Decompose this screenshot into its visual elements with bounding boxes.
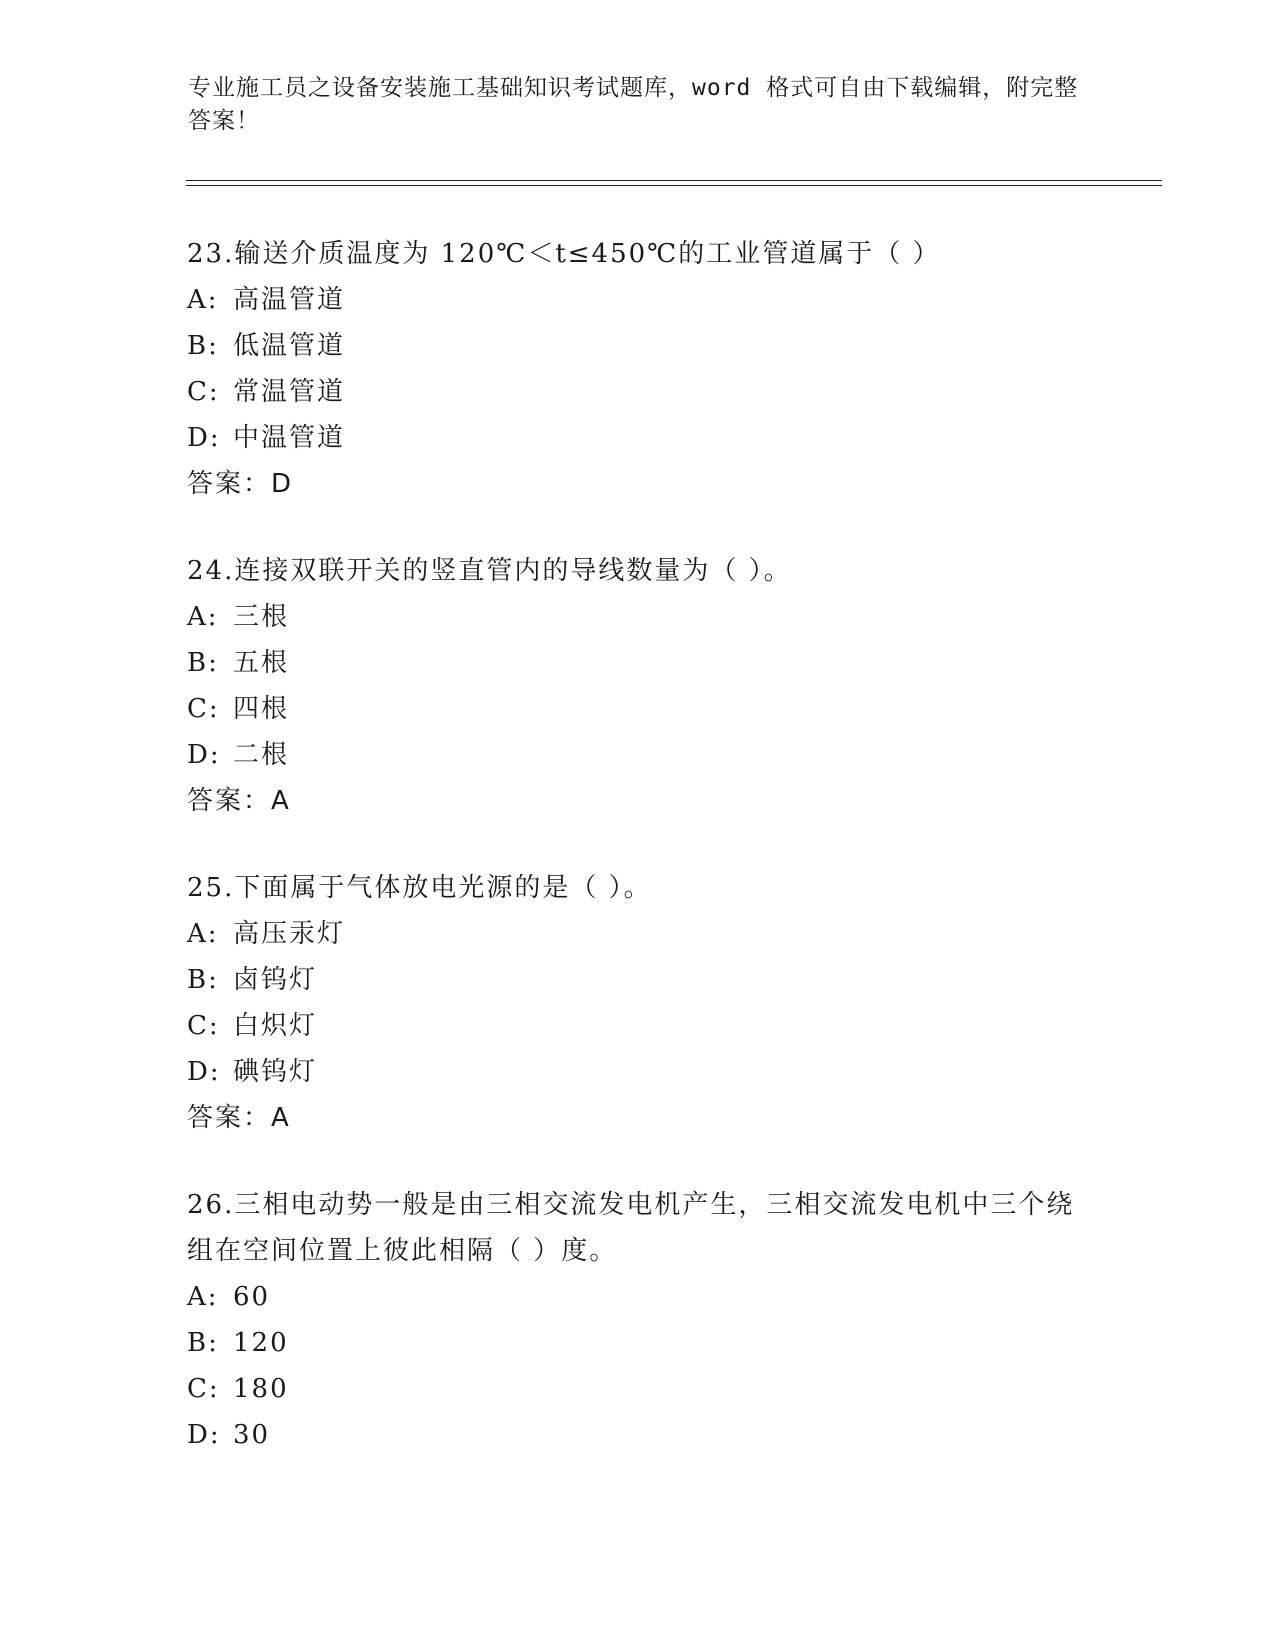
option-key: A: bbox=[187, 285, 219, 315]
option-a bbox=[187, 911, 1087, 957]
option-text: 中温管道 bbox=[233, 423, 346, 453]
option-text: 二根 bbox=[233, 740, 290, 770]
option-key: C: bbox=[187, 694, 220, 724]
option-key: B: bbox=[187, 648, 219, 678]
option-text: 三根 bbox=[233, 602, 290, 632]
question-stem: 23.输送介质温度为 120℃＜t≤450℃的工业管道属于（ ） bbox=[187, 239, 941, 269]
option-c bbox=[187, 1003, 1087, 1049]
question-26 bbox=[187, 1182, 1087, 1458]
option-key: C: bbox=[187, 1374, 220, 1404]
option-text: 碘钨灯 bbox=[233, 1057, 318, 1087]
option-text: 五根 bbox=[233, 648, 290, 678]
option-key: A: bbox=[187, 602, 219, 632]
option-text: 60 bbox=[233, 1282, 271, 1312]
option-text: 常温管道 bbox=[233, 377, 346, 407]
question-stem: 24.连接双联开关的竖直管内的导线数量为（ ）。 bbox=[187, 556, 792, 586]
option-text: 30 bbox=[233, 1420, 271, 1450]
option-text: 卤钨灯 bbox=[233, 965, 318, 995]
option-key: C: bbox=[187, 377, 220, 407]
option-text: 白炽灯 bbox=[233, 1011, 318, 1041]
option-d bbox=[187, 415, 1087, 461]
option-d bbox=[187, 1049, 1087, 1095]
option-b bbox=[187, 323, 1087, 369]
option-a bbox=[187, 277, 1087, 323]
option-text: 低温管道 bbox=[233, 331, 346, 361]
option-key: A: bbox=[187, 1282, 219, 1312]
answer-line: 答案：A bbox=[187, 786, 291, 816]
question-25 bbox=[187, 865, 1087, 1141]
option-text: 四根 bbox=[233, 694, 290, 724]
option-key: B: bbox=[187, 1328, 219, 1358]
option-text: 180 bbox=[233, 1374, 289, 1404]
header-divider-bottom bbox=[186, 185, 1162, 186]
question-23 bbox=[187, 231, 1087, 507]
header-divider-top bbox=[186, 180, 1162, 181]
option-key: A: bbox=[187, 919, 219, 949]
option-c bbox=[187, 686, 1087, 732]
option-b bbox=[187, 1320, 1087, 1366]
option-a bbox=[187, 594, 1087, 640]
option-text: 高温管道 bbox=[233, 285, 346, 315]
option-key: B: bbox=[187, 331, 219, 361]
answer-line: 答案：A bbox=[187, 1103, 291, 1133]
option-key: D: bbox=[187, 423, 221, 453]
option-b bbox=[187, 957, 1087, 1003]
option-c bbox=[187, 1366, 1087, 1412]
option-c bbox=[187, 369, 1087, 415]
option-key: B: bbox=[187, 965, 219, 995]
option-b bbox=[187, 640, 1087, 686]
option-key: D: bbox=[187, 1420, 221, 1450]
option-d bbox=[187, 1412, 1087, 1458]
option-text: 120 bbox=[233, 1328, 289, 1358]
question-24 bbox=[187, 548, 1087, 824]
option-a bbox=[187, 1274, 1087, 1320]
option-text: 高压汞灯 bbox=[233, 919, 346, 949]
option-d bbox=[187, 732, 1087, 778]
option-key: C: bbox=[187, 1011, 220, 1041]
document-intro: 专业施工员之设备安装施工基础知识考试题库，word 格式可自由下载编辑，附完整答案！ bbox=[188, 75, 1079, 134]
option-key: D: bbox=[187, 740, 221, 770]
option-key: D: bbox=[187, 1057, 221, 1087]
question-stem: 25.下面属于气体放电光源的是（ ）。 bbox=[187, 873, 652, 903]
answer-line: 答案：D bbox=[187, 469, 294, 499]
question-stem: 26.三相电动势一般是由三相交流发电机产生，三相交流发电机中三个绕组在空间位置上彼此相隔（ ）度。 bbox=[187, 1190, 1075, 1266]
